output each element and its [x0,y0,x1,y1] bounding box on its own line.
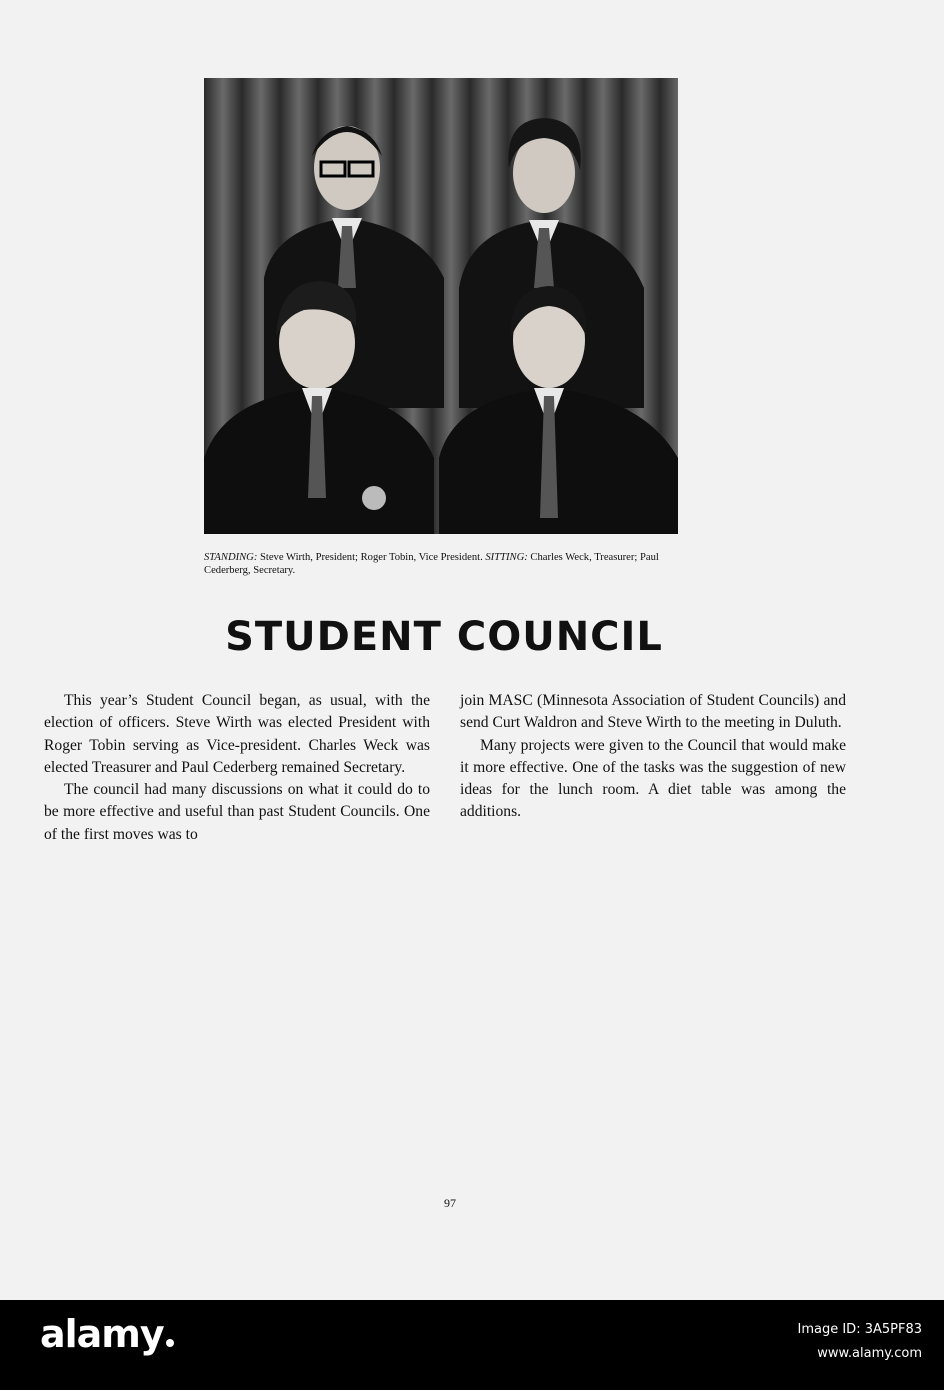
article-paragraph: join MASC (Minnesota Association of Student Councils) and send Curt Waldron and Steve Wirth to the meeting in Duluth. [460,692,846,732]
photo-caption [204,552,684,577]
site-url: www.alamy.com [817,1346,922,1361]
image-credit [798,1318,923,1366]
caption-standing-label: STANDING: [204,552,258,563]
logo-dot-icon [166,1339,174,1347]
caption-standing-text: Steve Wirth, President; Roger Tobin, Vice President. [257,552,486,563]
article-column-left [44,690,430,846]
article-paragraph: This year’s Student Council began, as usual, with the election of officers. Steve Wirth was elected President with Roger Tobin serving as Vice-president. Charles Weck was elected Treasurer and Paul Cederberg remained Secretary. [44,692,430,776]
image-id: Image ID: 3A5PF83 [797,1322,922,1337]
caption-sitting-label: SITTING: [485,552,528,563]
page-number: 97 [444,1196,456,1210]
photo-illustration [204,78,678,534]
article-paragraph: The council had many discussions on what it could do to be more effective and useful than past Student Councils. One of the first moves was to [44,781,430,843]
brand-name: alamy [40,1312,164,1356]
page-title: STUDENT COUNCIL [225,614,663,660]
group-portrait-photo [204,78,678,534]
article-paragraph: Many projects were given to the Council that would make it more effective. One of the tasks was the suggestion of new ideas for the lunch room. A diet table was among the additions. [460,736,846,821]
article-column-right [460,690,846,824]
caption-sitting-text: Charles Weck, Treasurer; Paul Cederberg, Secretary. [204,552,659,576]
brand-logo [40,1312,174,1356]
